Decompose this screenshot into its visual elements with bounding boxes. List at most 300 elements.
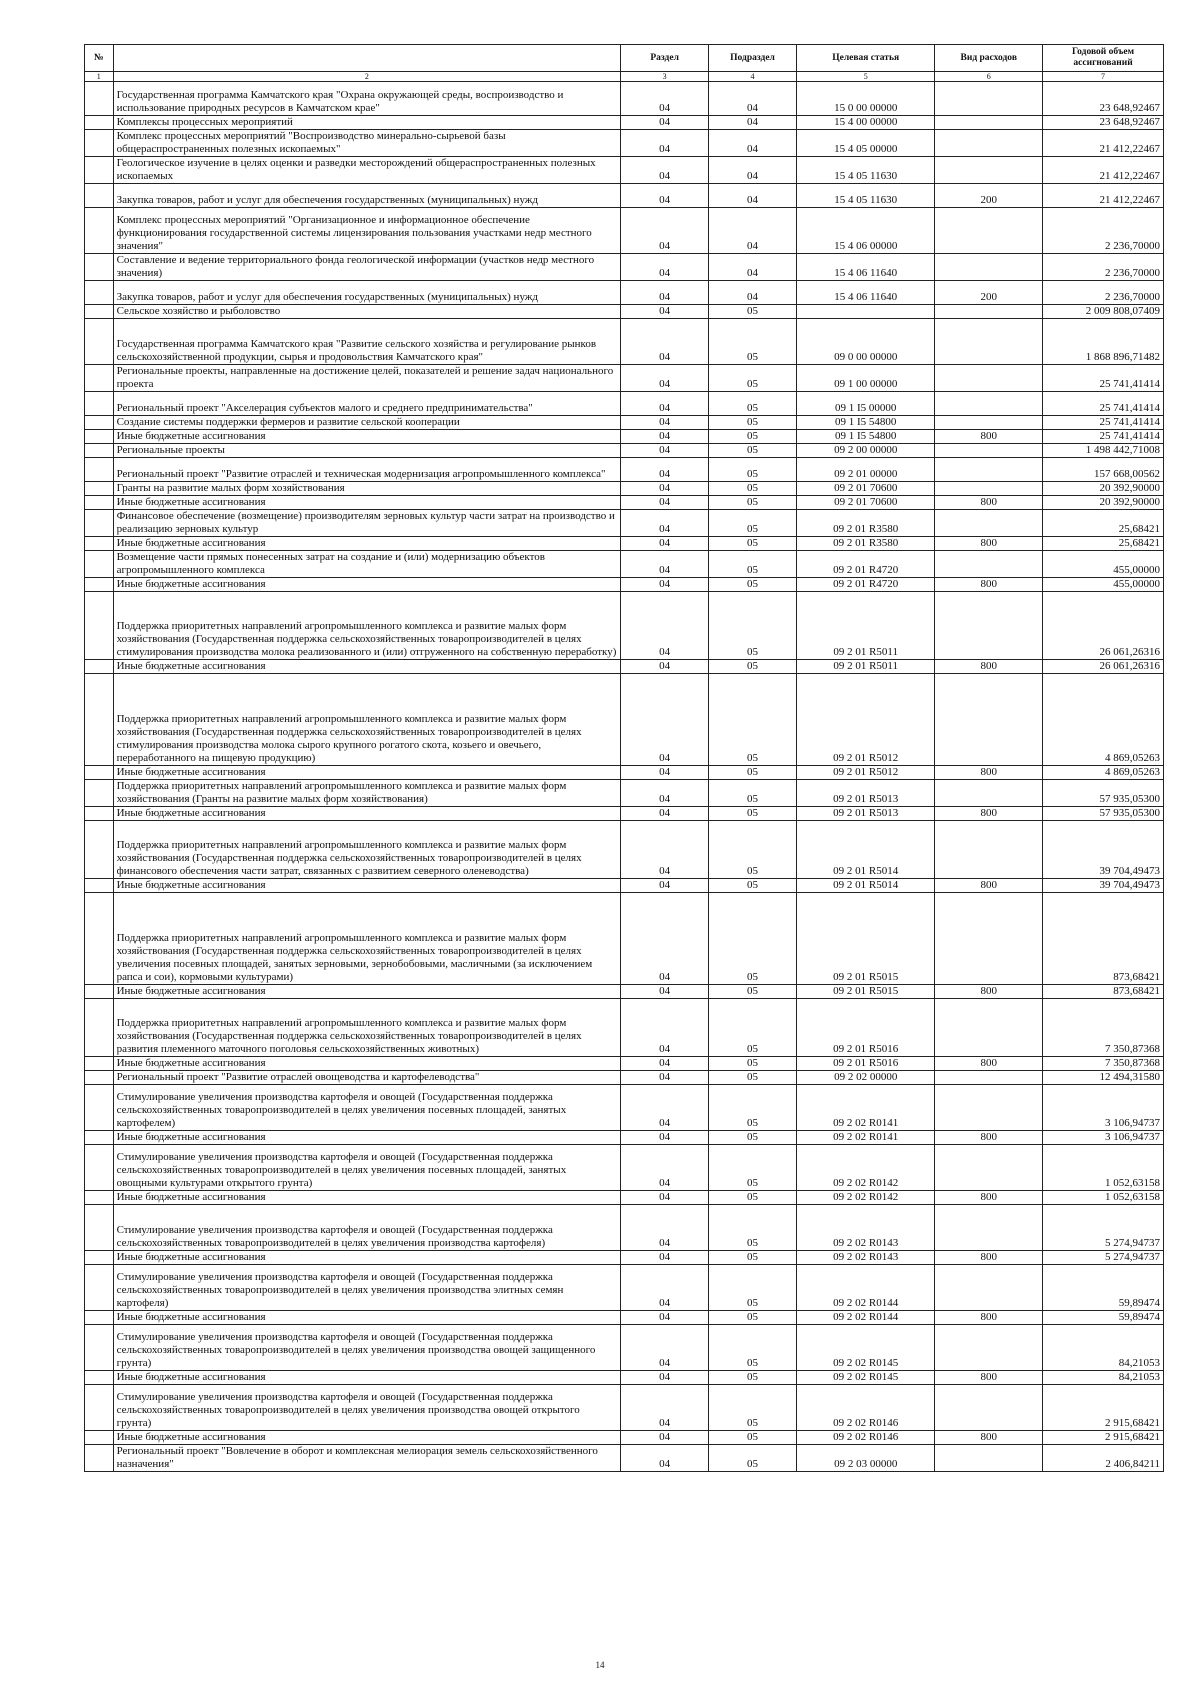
table-row bbox=[85, 458, 1164, 482]
subsection-code: 05 bbox=[709, 305, 797, 319]
annual-amount: 21 412,22467 bbox=[1043, 157, 1164, 184]
expense-type: 800 bbox=[935, 1431, 1043, 1445]
table-row bbox=[85, 999, 1164, 1057]
row-number bbox=[85, 537, 114, 551]
subsection-code: 05 bbox=[709, 444, 797, 458]
section-code: 04 bbox=[621, 254, 709, 281]
section-code: 04 bbox=[621, 1445, 709, 1472]
item-name: Поддержка приоритетных направлений агропромышленного комплекса и развитие малых форм хозяйствования (Государственная поддержка сельскохозяйственных товаропроизводителей в целях стимулирования производства молока сырого крупного рогатого скота, козьего и овечьего, переработанного на пищевую продукцию) bbox=[113, 674, 621, 766]
row-number bbox=[85, 416, 114, 430]
section-code: 04 bbox=[621, 1085, 709, 1131]
row-number bbox=[85, 82, 114, 116]
subsection-code: 05 bbox=[709, 392, 797, 416]
row-number bbox=[85, 1385, 114, 1431]
target-article: 09 2 02 R0142 bbox=[796, 1145, 934, 1191]
row-number bbox=[85, 1085, 114, 1131]
annual-amount: 455,00000 bbox=[1043, 551, 1164, 578]
expense-type bbox=[935, 444, 1043, 458]
annual-amount: 39 704,49473 bbox=[1043, 879, 1164, 893]
subsection-code: 05 bbox=[709, 1131, 797, 1145]
row-number bbox=[85, 1131, 114, 1145]
row-number bbox=[85, 444, 114, 458]
table-row bbox=[85, 807, 1164, 821]
table-row bbox=[85, 496, 1164, 510]
column-number: 7 bbox=[1043, 72, 1164, 82]
subsection-code: 04 bbox=[709, 82, 797, 116]
expense-type: 200 bbox=[935, 184, 1043, 208]
target-article: 09 2 02 R0141 bbox=[796, 1131, 934, 1145]
subsection-code: 05 bbox=[709, 985, 797, 999]
column-number: 3 bbox=[621, 72, 709, 82]
header-subsection: Подраздел bbox=[709, 45, 797, 72]
column-number: 5 bbox=[796, 72, 934, 82]
item-name: Закупка товаров, работ и услуг для обеспечения государственных (муниципальных) нужд bbox=[113, 281, 621, 305]
item-name: Геологическое изучение в целях оценки и разведки месторождений общераспространенных полезных ископаемых bbox=[113, 157, 621, 184]
section-code: 04 bbox=[621, 157, 709, 184]
table-row bbox=[85, 1311, 1164, 1325]
subsection-code: 05 bbox=[709, 1251, 797, 1265]
expense-type bbox=[935, 510, 1043, 537]
row-number bbox=[85, 1325, 114, 1371]
expense-type bbox=[935, 821, 1043, 879]
target-article: 09 2 00 00000 bbox=[796, 444, 934, 458]
item-name: Иные бюджетные ассигнования bbox=[113, 1431, 621, 1445]
annual-amount: 5 274,94737 bbox=[1043, 1251, 1164, 1265]
section-code: 04 bbox=[621, 444, 709, 458]
target-article: 09 2 02 R0144 bbox=[796, 1311, 934, 1325]
table-row bbox=[85, 510, 1164, 537]
target-article: 09 2 01 00000 bbox=[796, 458, 934, 482]
table-row bbox=[85, 305, 1164, 319]
section-code: 04 bbox=[621, 821, 709, 879]
annual-amount: 12 494,31580 bbox=[1043, 1071, 1164, 1085]
expense-type bbox=[935, 1325, 1043, 1371]
annual-amount: 21 412,22467 bbox=[1043, 184, 1164, 208]
annual-amount: 2 236,70000 bbox=[1043, 254, 1164, 281]
annual-amount: 2 915,68421 bbox=[1043, 1385, 1164, 1431]
header-expense-type: Вид расходов bbox=[935, 45, 1043, 72]
section-code: 04 bbox=[621, 1325, 709, 1371]
expense-type: 800 bbox=[935, 1371, 1043, 1385]
row-number bbox=[85, 116, 114, 130]
table-row bbox=[85, 82, 1164, 116]
table-row bbox=[85, 1145, 1164, 1191]
table-row bbox=[85, 660, 1164, 674]
subsection-code: 05 bbox=[709, 1145, 797, 1191]
expense-type bbox=[935, 1385, 1043, 1431]
item-name: Комплекс процессных мероприятий "Воспроизводство минерально-сырьевой базы общераспространенных полезных ископаемых" bbox=[113, 130, 621, 157]
table-row bbox=[85, 1205, 1164, 1251]
target-article: 15 4 05 11630 bbox=[796, 184, 934, 208]
column-number-row bbox=[85, 72, 1164, 82]
subsection-code: 05 bbox=[709, 766, 797, 780]
section-code: 04 bbox=[621, 592, 709, 660]
annual-amount: 20 392,90000 bbox=[1043, 496, 1164, 510]
item-name: Поддержка приоритетных направлений агропромышленного комплекса и развитие малых форм хозяйствования (Государственная поддержка сельскохозяйственных товаропроизводителей в целях стимулирования производства молока реализованного и (или) отгруженного на собственную переработку) bbox=[113, 592, 621, 660]
annual-amount: 23 648,92467 bbox=[1043, 82, 1164, 116]
row-number bbox=[85, 660, 114, 674]
target-article: 09 2 03 00000 bbox=[796, 1445, 934, 1472]
subsection-code: 05 bbox=[709, 592, 797, 660]
table-row bbox=[85, 157, 1164, 184]
row-number bbox=[85, 1191, 114, 1205]
subsection-code: 05 bbox=[709, 821, 797, 879]
annual-amount: 157 668,00562 bbox=[1043, 458, 1164, 482]
table-row bbox=[85, 392, 1164, 416]
annual-amount: 25 741,41414 bbox=[1043, 430, 1164, 444]
item-name: Региональные проекты, направленные на достижение целей, показателей и решение задач национального проекта bbox=[113, 365, 621, 392]
item-name: Иные бюджетные ассигнования bbox=[113, 1131, 621, 1145]
section-code: 04 bbox=[621, 674, 709, 766]
expense-type: 800 bbox=[935, 807, 1043, 821]
target-article: 15 4 00 00000 bbox=[796, 116, 934, 130]
row-number bbox=[85, 392, 114, 416]
row-number bbox=[85, 365, 114, 392]
annual-amount: 4 869,05263 bbox=[1043, 674, 1164, 766]
expense-type bbox=[935, 130, 1043, 157]
target-article: 09 2 02 R0142 bbox=[796, 1191, 934, 1205]
annual-amount: 1 868 896,71482 bbox=[1043, 319, 1164, 365]
expense-type bbox=[935, 305, 1043, 319]
subsection-code: 04 bbox=[709, 130, 797, 157]
annual-amount: 2 009 808,07409 bbox=[1043, 305, 1164, 319]
annual-amount: 26 061,26316 bbox=[1043, 660, 1164, 674]
subsection-code: 05 bbox=[709, 510, 797, 537]
row-number bbox=[85, 1445, 114, 1472]
target-article: 09 2 02 R0146 bbox=[796, 1431, 934, 1445]
item-name: Иные бюджетные ассигнования bbox=[113, 660, 621, 674]
table-row bbox=[85, 1071, 1164, 1085]
item-name: Государственная программа Камчатского края "Развитие сельского хозяйства и регулирование рынков сельскохозяйственной продукции, сырья и продовольствия Камчатского края" bbox=[113, 319, 621, 365]
row-number bbox=[85, 1371, 114, 1385]
section-code: 04 bbox=[621, 1385, 709, 1431]
section-code: 04 bbox=[621, 780, 709, 807]
header-amount: Годовой объем ассигнований bbox=[1043, 45, 1164, 72]
table-row bbox=[85, 674, 1164, 766]
table-row bbox=[85, 184, 1164, 208]
subsection-code: 05 bbox=[709, 1265, 797, 1311]
target-article: 15 4 06 11640 bbox=[796, 281, 934, 305]
target-article: 09 2 01 R5013 bbox=[796, 780, 934, 807]
target-article: 09 1 I5 54800 bbox=[796, 416, 934, 430]
table-row bbox=[85, 319, 1164, 365]
subsection-code: 05 bbox=[709, 551, 797, 578]
header-number: № bbox=[85, 45, 114, 72]
target-article: 09 2 01 70600 bbox=[796, 482, 934, 496]
annual-amount: 3 106,94737 bbox=[1043, 1131, 1164, 1145]
annual-amount: 2 236,70000 bbox=[1043, 281, 1164, 305]
item-name: Иные бюджетные ассигнования bbox=[113, 496, 621, 510]
subsection-code: 04 bbox=[709, 157, 797, 184]
table-row bbox=[85, 430, 1164, 444]
item-name: Стимулирование увеличения производства картофеля и овощей (Государственная поддержка сельскохозяйственных товаропроизводителей в целях увеличения посевных площадей, занятых овощными культурами открытого грунта) bbox=[113, 1145, 621, 1191]
subsection-code: 05 bbox=[709, 660, 797, 674]
column-number: 6 bbox=[935, 72, 1043, 82]
table-row bbox=[85, 766, 1164, 780]
table-row bbox=[85, 130, 1164, 157]
item-name: Региональный проект "Развитие отраслей овощеводства и картофелеводства" bbox=[113, 1071, 621, 1085]
section-code: 04 bbox=[621, 305, 709, 319]
row-number bbox=[85, 1205, 114, 1251]
section-code: 04 bbox=[621, 985, 709, 999]
section-code: 04 bbox=[621, 392, 709, 416]
expense-type: 200 bbox=[935, 281, 1043, 305]
target-article: 09 2 01 R5014 bbox=[796, 821, 934, 879]
target-article: 09 2 01 R4720 bbox=[796, 551, 934, 578]
annual-amount: 25 741,41414 bbox=[1043, 392, 1164, 416]
subsection-code: 05 bbox=[709, 365, 797, 392]
table-row bbox=[85, 821, 1164, 879]
expense-type bbox=[935, 208, 1043, 254]
annual-amount: 873,68421 bbox=[1043, 893, 1164, 985]
target-article: 09 2 01 R5011 bbox=[796, 592, 934, 660]
item-name: Стимулирование увеличения производства картофеля и овощей (Государственная поддержка сельскохозяйственных товаропроизводителей в целях увеличения производства овощей открытого грунта) bbox=[113, 1385, 621, 1431]
expense-type: 800 bbox=[935, 578, 1043, 592]
section-code: 04 bbox=[621, 1251, 709, 1265]
row-number bbox=[85, 879, 114, 893]
item-name: Поддержка приоритетных направлений агропромышленного комплекса и развитие малых форм хозяйствования (Государственная поддержка сельскохозяйственных товаропроизводителей в целях увеличения посевных площадей, занятых зерновыми, зернобобовыми, масличными (за исключением рапса и сои), кормовыми культурами) bbox=[113, 893, 621, 985]
row-number bbox=[85, 510, 114, 537]
table-row bbox=[85, 1191, 1164, 1205]
target-article: 09 2 02 R0146 bbox=[796, 1385, 934, 1431]
item-name: Возмещение части прямых понесенных затрат на создание и (или) модернизацию объектов агропромышленного комплекса bbox=[113, 551, 621, 578]
expense-type: 800 bbox=[935, 766, 1043, 780]
item-name: Иные бюджетные ассигнования bbox=[113, 430, 621, 444]
row-number bbox=[85, 821, 114, 879]
item-name: Региональный проект "Акселерация субъектов малого и среднего предпринимательства" bbox=[113, 392, 621, 416]
table-row bbox=[85, 1371, 1164, 1385]
item-name: Финансовое обеспечение (возмещение) производителям зерновых культур части затрат на производство и реализацию зерновых культур bbox=[113, 510, 621, 537]
table-row bbox=[85, 879, 1164, 893]
item-name: Иные бюджетные ассигнования bbox=[113, 1371, 621, 1385]
section-code: 04 bbox=[621, 766, 709, 780]
annual-amount: 26 061,26316 bbox=[1043, 592, 1164, 660]
expense-type bbox=[935, 254, 1043, 281]
table-row bbox=[85, 1265, 1164, 1311]
target-article: 09 2 01 R5012 bbox=[796, 766, 934, 780]
expense-type: 800 bbox=[935, 537, 1043, 551]
section-code: 04 bbox=[621, 879, 709, 893]
table-row bbox=[85, 365, 1164, 392]
expense-type bbox=[935, 1445, 1043, 1472]
column-number: 2 bbox=[113, 72, 621, 82]
annual-amount: 2 915,68421 bbox=[1043, 1431, 1164, 1445]
expense-type bbox=[935, 416, 1043, 430]
expense-type: 800 bbox=[935, 660, 1043, 674]
expense-type bbox=[935, 893, 1043, 985]
page-number: 14 bbox=[595, 1660, 605, 1670]
row-number bbox=[85, 281, 114, 305]
subsection-code: 05 bbox=[709, 1311, 797, 1325]
table-row bbox=[85, 985, 1164, 999]
row-number bbox=[85, 1251, 114, 1265]
row-number bbox=[85, 1265, 114, 1311]
item-name: Стимулирование увеличения производства картофеля и овощей (Государственная поддержка сельскохозяйственных товаропроизводителей в целях увеличения производства овощей защищенного грунта) bbox=[113, 1325, 621, 1371]
target-article: 09 2 01 R3580 bbox=[796, 537, 934, 551]
annual-amount: 1 052,63158 bbox=[1043, 1145, 1164, 1191]
item-name: Иные бюджетные ассигнования bbox=[113, 985, 621, 999]
subsection-code: 05 bbox=[709, 496, 797, 510]
expense-type: 800 bbox=[935, 1251, 1043, 1265]
budget-table bbox=[84, 44, 1164, 1472]
section-code: 04 bbox=[621, 184, 709, 208]
expense-type bbox=[935, 1265, 1043, 1311]
table-row bbox=[85, 1131, 1164, 1145]
expense-type: 800 bbox=[935, 1131, 1043, 1145]
expense-type bbox=[935, 319, 1043, 365]
target-article: 09 2 01 70600 bbox=[796, 496, 934, 510]
annual-amount: 57 935,05300 bbox=[1043, 780, 1164, 807]
subsection-code: 05 bbox=[709, 1071, 797, 1085]
target-article: 09 2 02 R0143 bbox=[796, 1205, 934, 1251]
section-code: 04 bbox=[621, 365, 709, 392]
section-code: 04 bbox=[621, 1431, 709, 1445]
target-article: 09 2 01 R5015 bbox=[796, 985, 934, 999]
table-row bbox=[85, 281, 1164, 305]
item-name: Иные бюджетные ассигнования bbox=[113, 1057, 621, 1071]
table-row bbox=[85, 254, 1164, 281]
target-article: 09 1 I5 54800 bbox=[796, 430, 934, 444]
item-name: Иные бюджетные ассигнования bbox=[113, 807, 621, 821]
item-name: Закупка товаров, работ и услуг для обеспечения государственных (муниципальных) нужд bbox=[113, 184, 621, 208]
expense-type: 800 bbox=[935, 1057, 1043, 1071]
target-article: 09 2 01 R4720 bbox=[796, 578, 934, 592]
row-number bbox=[85, 1311, 114, 1325]
section-code: 04 bbox=[621, 1265, 709, 1311]
item-name: Стимулирование увеличения производства картофеля и овощей (Государственная поддержка сельскохозяйственных товаропроизводителей в целях увеличения посевных площадей, занятых картофелем) bbox=[113, 1085, 621, 1131]
table-row bbox=[85, 1057, 1164, 1071]
annual-amount: 1 498 442,71008 bbox=[1043, 444, 1164, 458]
table-row bbox=[85, 1325, 1164, 1371]
table-body bbox=[85, 82, 1164, 1472]
subsection-code: 04 bbox=[709, 116, 797, 130]
expense-type bbox=[935, 392, 1043, 416]
item-name: Региональные проекты bbox=[113, 444, 621, 458]
row-number bbox=[85, 766, 114, 780]
table-row bbox=[85, 116, 1164, 130]
row-number bbox=[85, 482, 114, 496]
expense-type bbox=[935, 1071, 1043, 1085]
row-number bbox=[85, 254, 114, 281]
section-code: 04 bbox=[621, 1071, 709, 1085]
item-name: Поддержка приоритетных направлений агропромышленного комплекса и развитие малых форм хозяйствования (Государственная поддержка сельскохозяйственных товаропроизводителей в целях развития племенного маточного поголовья сельскохозяйственных животных) bbox=[113, 999, 621, 1057]
annual-amount: 7 350,87368 bbox=[1043, 1057, 1164, 1071]
target-article: 09 2 01 R5014 bbox=[796, 879, 934, 893]
section-code: 04 bbox=[621, 537, 709, 551]
subsection-code: 05 bbox=[709, 1445, 797, 1472]
target-article: 09 2 02 R0143 bbox=[796, 1251, 934, 1265]
table-row bbox=[85, 893, 1164, 985]
expense-type bbox=[935, 551, 1043, 578]
subsection-code: 05 bbox=[709, 1371, 797, 1385]
annual-amount: 1 052,63158 bbox=[1043, 1191, 1164, 1205]
section-code: 04 bbox=[621, 281, 709, 305]
annual-amount: 455,00000 bbox=[1043, 578, 1164, 592]
table-row bbox=[85, 444, 1164, 458]
section-code: 04 bbox=[621, 660, 709, 674]
item-name: Сельское хозяйство и рыболовство bbox=[113, 305, 621, 319]
section-code: 04 bbox=[621, 208, 709, 254]
row-number bbox=[85, 807, 114, 821]
section-code: 04 bbox=[621, 1131, 709, 1145]
target-article: 15 4 05 00000 bbox=[796, 130, 934, 157]
annual-amount: 25,68421 bbox=[1043, 510, 1164, 537]
subsection-code: 04 bbox=[709, 184, 797, 208]
row-number bbox=[85, 893, 114, 985]
section-code: 04 bbox=[621, 496, 709, 510]
subsection-code: 05 bbox=[709, 1191, 797, 1205]
section-code: 04 bbox=[621, 1191, 709, 1205]
expense-type bbox=[935, 1085, 1043, 1131]
row-number bbox=[85, 551, 114, 578]
annual-amount: 25 741,41414 bbox=[1043, 416, 1164, 430]
item-name: Иные бюджетные ассигнования bbox=[113, 766, 621, 780]
table-row bbox=[85, 1431, 1164, 1445]
table-row bbox=[85, 208, 1164, 254]
target-article: 09 2 01 R3580 bbox=[796, 510, 934, 537]
subsection-code: 05 bbox=[709, 1205, 797, 1251]
target-article: 09 2 01 R5012 bbox=[796, 674, 934, 766]
annual-amount: 5 274,94737 bbox=[1043, 1205, 1164, 1251]
expense-type bbox=[935, 116, 1043, 130]
annual-amount: 23 648,92467 bbox=[1043, 116, 1164, 130]
expense-type: 800 bbox=[935, 1311, 1043, 1325]
annual-amount: 59,89474 bbox=[1043, 1311, 1164, 1325]
table-row bbox=[85, 1251, 1164, 1265]
expense-type bbox=[935, 780, 1043, 807]
row-number bbox=[85, 157, 114, 184]
item-name: Иные бюджетные ассигнования bbox=[113, 1251, 621, 1265]
annual-amount: 57 935,05300 bbox=[1043, 807, 1164, 821]
annual-amount: 25 741,41414 bbox=[1043, 365, 1164, 392]
row-number bbox=[85, 780, 114, 807]
subsection-code: 05 bbox=[709, 893, 797, 985]
item-name: Региональный проект "Вовлечение в оборот и комплексная мелиорация земель сельскохозяйственного назначения" bbox=[113, 1445, 621, 1472]
table-row bbox=[85, 578, 1164, 592]
annual-amount: 84,21053 bbox=[1043, 1371, 1164, 1385]
item-name: Государственная программа Камчатского края "Охрана окружающей среды, воспроизводство и использование природных ресурсов в Камчатском крае" bbox=[113, 82, 621, 116]
expense-type bbox=[935, 1205, 1043, 1251]
annual-amount: 4 869,05263 bbox=[1043, 766, 1164, 780]
item-name: Комплекс процессных мероприятий "Организационное и информационное обеспечение функционирования государственной системы лицензирования пользования участками недр местного значения" bbox=[113, 208, 621, 254]
item-name: Составление и ведение территориального фонда геологической информации (участков недр местного значения) bbox=[113, 254, 621, 281]
target-article: 09 2 02 00000 bbox=[796, 1071, 934, 1085]
target-article: 09 2 01 R5011 bbox=[796, 660, 934, 674]
target-article: 15 4 06 11640 bbox=[796, 254, 934, 281]
target-article: 09 2 02 R0145 bbox=[796, 1371, 934, 1385]
row-number bbox=[85, 319, 114, 365]
item-name: Иные бюджетные ассигнования bbox=[113, 879, 621, 893]
section-code: 04 bbox=[621, 1205, 709, 1251]
target-article: 09 2 01 R5015 bbox=[796, 893, 934, 985]
expense-type: 800 bbox=[935, 430, 1043, 444]
section-code: 04 bbox=[621, 458, 709, 482]
expense-type: 800 bbox=[935, 496, 1043, 510]
table-row bbox=[85, 1085, 1164, 1131]
row-number bbox=[85, 999, 114, 1057]
row-number bbox=[85, 592, 114, 660]
expense-type bbox=[935, 999, 1043, 1057]
target-article: 15 0 00 00000 bbox=[796, 82, 934, 116]
row-number bbox=[85, 496, 114, 510]
table-row bbox=[85, 780, 1164, 807]
row-number bbox=[85, 208, 114, 254]
item-name: Иные бюджетные ассигнования bbox=[113, 537, 621, 551]
subsection-code: 05 bbox=[709, 1431, 797, 1445]
header-row bbox=[85, 45, 1164, 72]
expense-type bbox=[935, 674, 1043, 766]
subsection-code: 05 bbox=[709, 319, 797, 365]
